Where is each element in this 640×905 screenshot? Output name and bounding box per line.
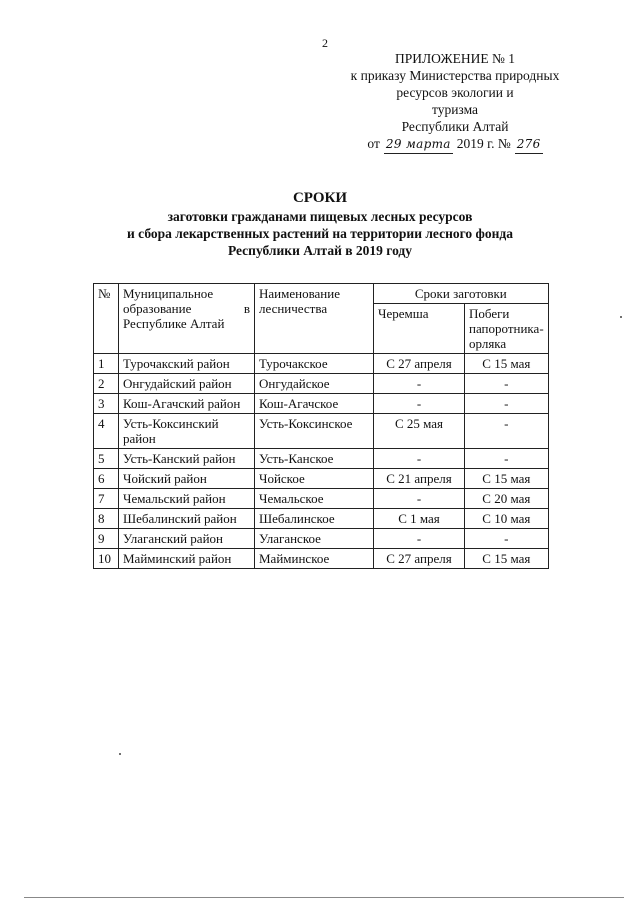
page-bottom-line	[24, 897, 624, 898]
row-number: 8	[94, 509, 119, 529]
forestry-cell: Онгудайское	[255, 374, 374, 394]
header-number: №	[94, 284, 119, 354]
row-number: 2	[94, 374, 119, 394]
ramsons-period-cell: С 21 апреля	[374, 469, 465, 489]
municipality-cell: Чемальский район	[119, 489, 255, 509]
ramsons-period-cell: С 25 мая	[374, 414, 465, 449]
municipality-cell: Усть-Коксинский район	[119, 414, 255, 449]
harvest-periods-table	[93, 283, 549, 569]
table-row	[94, 489, 549, 509]
municipality-cell: Улаганский район	[119, 529, 255, 549]
handwritten-date: 29 марта	[384, 136, 453, 154]
row-number: 6	[94, 469, 119, 489]
page-number: 2	[322, 36, 328, 50]
forestry-cell: Улаганское	[255, 529, 374, 549]
table-row	[94, 469, 549, 489]
fern-period-cell: -	[465, 449, 549, 469]
table-row	[94, 354, 549, 374]
municipality-cell: Шебалинский район	[119, 509, 255, 529]
fern-period-cell: -	[465, 414, 549, 449]
row-number: 10	[94, 549, 119, 569]
date-prefix: от	[367, 136, 380, 151]
table-row	[94, 414, 549, 449]
fern-period-cell: С 15 мая	[465, 469, 549, 489]
fern-period-cell: -	[465, 394, 549, 414]
forestry-cell: Шебалинское	[255, 509, 374, 529]
ramsons-period-cell: С 27 апреля	[374, 549, 465, 569]
municipality-cell: Майминский район	[119, 549, 255, 569]
header-municipality: Муниципальное образование в Республике Алтай	[119, 284, 255, 354]
forestry-cell: Чойское	[255, 469, 374, 489]
forestry-cell: Усть-Канское	[255, 449, 374, 469]
header-forestry: Наименование лесничества	[255, 284, 374, 354]
appendix-block	[330, 50, 580, 154]
subtitle-line-2: и сбора лекарственных растений на территории лесного фонда	[127, 226, 513, 241]
header-fern: Побеги папоротника- орляка	[465, 304, 549, 354]
ramsons-period-cell: -	[374, 529, 465, 549]
row-number: 9	[94, 529, 119, 549]
appendix-tourism-line: туризма	[431, 102, 479, 117]
fern-period-cell: -	[465, 529, 549, 549]
table-header-row	[94, 284, 549, 304]
municipality-cell: Онгудайский район	[119, 374, 255, 394]
forestry-cell: Майминское	[255, 549, 374, 569]
municipality-cell: Усть-Канский район	[119, 449, 255, 469]
row-number: 5	[94, 449, 119, 469]
fern-period-cell: С 20 мая	[465, 489, 549, 509]
municipality-cell: Кош-Агачский район	[119, 394, 255, 414]
forestry-cell: Кош-Агачское	[255, 394, 374, 414]
forestry-cell: Чемальское	[255, 489, 374, 509]
document-heading: СРОКИ	[292, 190, 348, 206]
subtitle-line-1: заготовки гражданами пищевых лесных ресурсов	[167, 209, 473, 224]
table-row	[94, 449, 549, 469]
table-row	[94, 529, 549, 549]
appendix-republic-line: Республики Алтай	[401, 119, 509, 134]
ramsons-period-cell: -	[374, 374, 465, 394]
appendix-order-line: к приказу Министерства природных	[350, 68, 560, 83]
appendix-date-line	[330, 135, 580, 154]
table-row	[94, 394, 549, 414]
document-subtitle	[0, 208, 640, 259]
ramsons-period-cell: -	[374, 449, 465, 469]
table-row	[94, 374, 549, 394]
municipality-cell: Чойский район	[119, 469, 255, 489]
table-row	[94, 509, 549, 529]
date-year: 2019 г. №	[456, 136, 511, 151]
table-row	[94, 549, 549, 569]
forestry-cell: Усть-Коксинское	[255, 414, 374, 449]
forestry-cell: Турочакское	[255, 354, 374, 374]
handwritten-order-number: 276	[515, 136, 543, 154]
ramsons-period-cell: -	[374, 394, 465, 414]
scan-speck	[620, 316, 622, 318]
fern-period-cell: С 15 мая	[465, 354, 549, 374]
header-harvest-period: Сроки заготовки	[374, 284, 549, 304]
appendix-ministry-line: ресурсов экологии и	[396, 85, 514, 100]
row-number: 3	[94, 394, 119, 414]
header-ramsons: Черемша	[374, 304, 465, 354]
ramsons-period-cell: С 1 мая	[374, 509, 465, 529]
row-number: 7	[94, 489, 119, 509]
subtitle-line-3: Республики Алтай в 2019 году	[227, 243, 413, 258]
scan-speck	[119, 753, 121, 755]
row-number: 1	[94, 354, 119, 374]
ramsons-period-cell: -	[374, 489, 465, 509]
appendix-title: ПРИЛОЖЕНИЕ № 1	[394, 51, 516, 66]
fern-period-cell: -	[465, 374, 549, 394]
fern-period-cell: С 10 мая	[465, 509, 549, 529]
ramsons-period-cell: С 27 апреля	[374, 354, 465, 374]
municipality-cell: Турочакский район	[119, 354, 255, 374]
fern-period-cell: С 15 мая	[465, 549, 549, 569]
row-number: 4	[94, 414, 119, 449]
